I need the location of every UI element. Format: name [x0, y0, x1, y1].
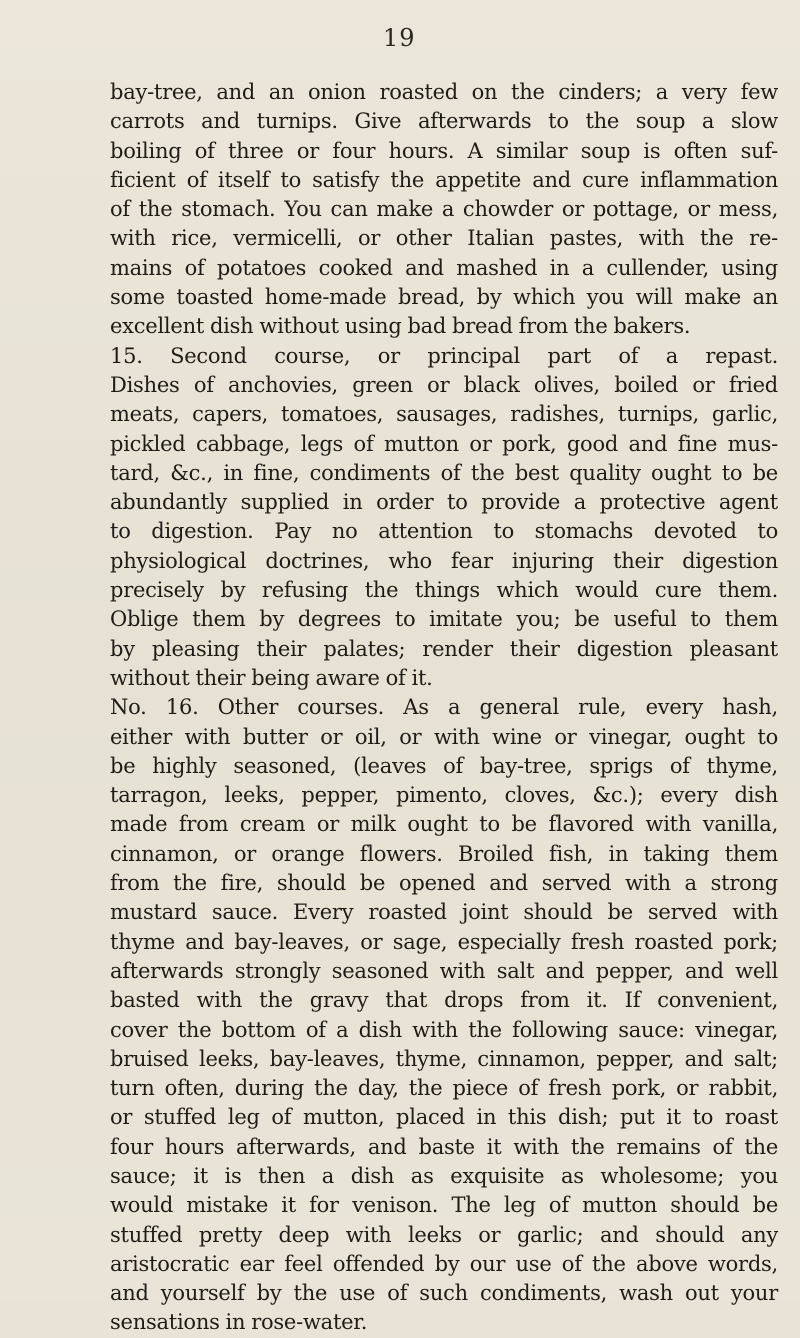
text-line: or stuffed leg of mutton, placed in this dish; put it to roast [110, 1105, 778, 1130]
text-line: tarragon, leeks, pepper, pimento, cloves, &c.); every dish [110, 783, 778, 808]
text-line: bay-tree, and an onion roasted on the cinders; a very few [110, 80, 778, 104]
text-line: with rice, vermicelli, or other Italian pastes, with the re- [110, 226, 778, 251]
text-line: four hours afterwards, and baste it with the remains of the [110, 1134, 778, 1159]
text-line: tard, &c., in fine, condiments of the best quality ought to be [110, 460, 778, 485]
text-line: 15. Second course, or principal part of a repast. [110, 343, 778, 368]
text-line: Oblige them by degrees to imitate you; be useful to them [110, 607, 778, 632]
body-text [110, 78, 778, 1338]
text-line: basted with the gravy that drops from it. If convenient, [110, 988, 778, 1013]
text-line: sensations in rose-water. [110, 1310, 368, 1335]
text-line: afterwards strongly seasoned with salt and pepper, and well [110, 958, 778, 983]
text-line: stuffed pretty deep with leeks or garlic; and should any [110, 1222, 778, 1247]
text-line: bruised leeks, bay-leaves, thyme, cinnamon, pepper, and salt; [110, 1046, 778, 1071]
text-line: meats, capers, tomatoes, sausages, radishes, turnips, garlic, [110, 402, 778, 427]
text-line: turn often, during the day, the piece of fresh pork, or rabbit, [110, 1076, 778, 1101]
text-line: mains of potatoes cooked and mashed in a cullender, using [110, 255, 778, 280]
text-line: excellent dish without using bad bread from the bakers. [110, 314, 691, 339]
text-line: some toasted home-made bread, by which you will make an [110, 285, 778, 310]
text-line: abundantly supplied in order to provide a protective agent [110, 490, 778, 515]
text-line: and yourself by the use of such condiments, wash out your [110, 1281, 778, 1306]
text-line: either with butter or oil, or with wine or vinegar, ought to [110, 724, 778, 749]
text-line: cover the bottom of a dish with the following sauce: vinegar, [110, 1017, 778, 1042]
text-line: physiological doctrines, who fear injuring their digestion [110, 548, 778, 573]
text-line: mustard sauce. Every roasted joint should be served with [110, 900, 778, 925]
text-line: cinnamon, or orange flowers. Broiled fish, in taking them [110, 841, 778, 866]
page-number: 19 [383, 24, 416, 52]
text-line: pickled cabbage, legs of mutton or pork, good and fine mus- [110, 431, 778, 456]
text-line: of the stomach. You can make a chowder or pottage, or mess, [110, 197, 778, 222]
text-line: Dishes of anchovies, green or black olives, boiled or fried [110, 372, 778, 397]
text-line: to digestion. Pay no attention to stomachs devoted to [110, 519, 778, 544]
text-line: precisely by refusing the things which would cure them. [110, 578, 778, 603]
text-line: sauce; it is then a dish as exquisite as wholesome; you [110, 1163, 778, 1188]
text-line: be highly seasoned, (leaves of bay-tree, sprigs of thyme, [110, 753, 778, 778]
text-line: would mistake it for venison. The leg of mutton should be [110, 1193, 778, 1218]
text-line: without their being aware of it. [110, 665, 433, 690]
text-line: boiling of three or four hours. A similar soup is often suf- [110, 138, 778, 163]
text-line: by pleasing their palates; render their digestion pleasant [110, 636, 778, 661]
text-line: thyme and bay-leaves, or sage, especially fresh roasted pork; [110, 929, 778, 954]
text-line: No. 16. Other courses. As a general rule, every hash, [110, 695, 778, 720]
text-line: from the fire, should be opened and served with a strong [110, 871, 778, 896]
text-line: carrots and turnips. Give afterwards to the soup a slow [110, 109, 778, 134]
text-line: ficient of itself to satisfy the appetite and cure inflammation [110, 167, 778, 192]
text-line: aristocratic ear feel offended by our use of the above words, [110, 1251, 778, 1276]
text-line: made from cream or milk ought to be flavored with vanilla, [110, 812, 778, 837]
